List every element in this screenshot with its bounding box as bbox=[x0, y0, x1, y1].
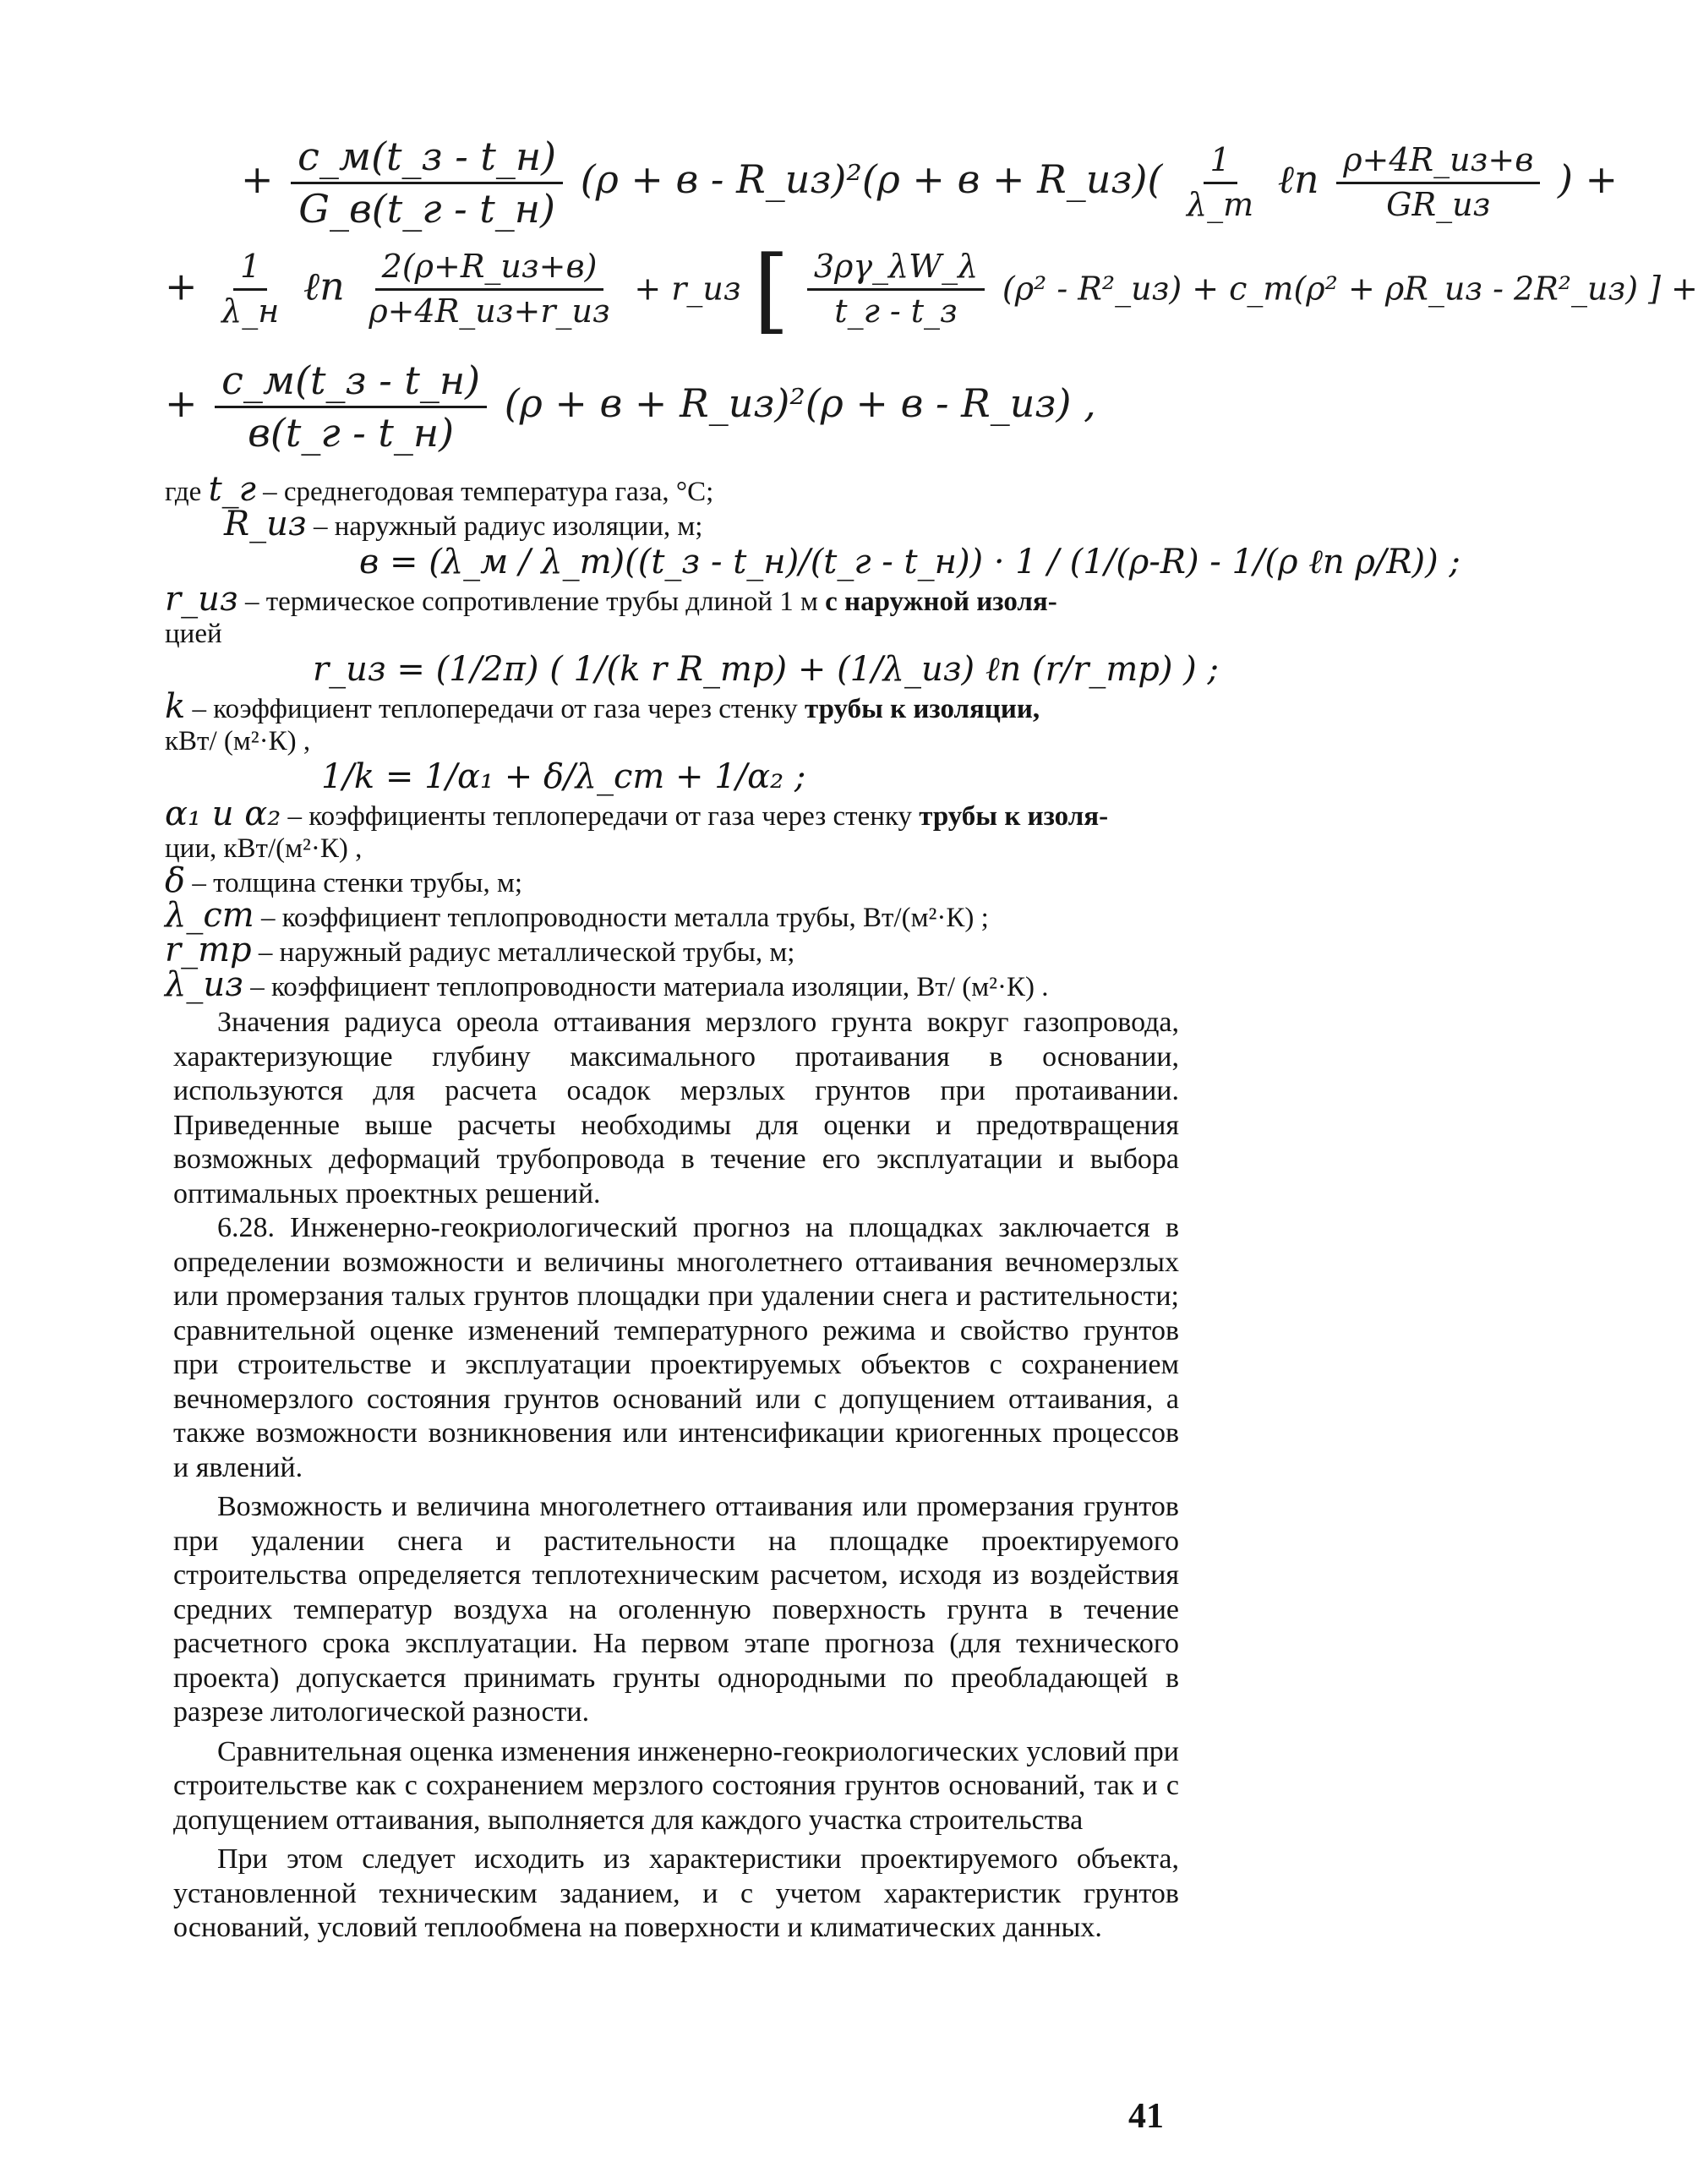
definition-k-cont: кВт/ (м²·К) , bbox=[165, 726, 311, 756]
page-number: 41 bbox=[1128, 2097, 1164, 2136]
fraction: $\frac{3\rho\gamma\_\lambda W\_\lambda}{t\_г - t\_з}$ bbox=[807, 249, 985, 330]
fraction: $\frac{c\_м(t\_з - t\_н)}{G\_в(t\_г - t\_н)}$ bbox=[291, 135, 563, 230]
formula-line-2: + $\frac{1}{\lambda\_н}$ ℓn $\frac{2(\rho+R\_из+в)}{\rho+4R\_из+r\_из}$ + r_из [ $\frac{3\rho\gamma\_\lambda W\_\lambda}{t\_г - t\_з}$ (ρ² - R²_из) + c_т(ρ² + ρR_из - 2R²_из) ] + bbox=[165, 235, 1698, 344]
paragraph: 6.28. Инженерно-геокриологический прогноз на площадках заключается в определении возможности и величины многолетнего оттаивания вечномерзлых или промерзания талых грунтов площадки при удалении снега и растительности; сравнительной оценке изменений температурного режима и свойство грунтов при строительстве и эксплуатации проектируемых объектов с сохранением вечномерзлого состояния грунтов оснований или с допущением оттаивания, а также возможности возникновения или интенсификации криогенных процессов и явлений. bbox=[173, 1212, 1179, 1483]
formula-r: r_из = (1/2π) ( 1/(k r R_тр) + (1/λ_из) ℓn (r/r_тр) ) ; bbox=[313, 650, 1219, 689]
formula-k: 1/k = 1/α₁ + δ/λ_ст + 1/α₂ ; bbox=[321, 757, 806, 796]
fraction: $\frac{2(\rho+R\_из+в)}{\rho+4R\_из+r\_из}$ bbox=[369, 248, 610, 330]
definition-delta: δ – толщина стенки трубы, м; bbox=[165, 861, 523, 900]
definition-rth: r_из – термическое сопротивление трубы длиной 1 м с наружной изоля- bbox=[165, 580, 1057, 619]
definition-k: k – коэффициент теплопередачи от газа через стенку трубы к изоляции, bbox=[165, 687, 1040, 726]
fraction: $\frac{c\_м(t\_з - t\_н)}{в(t\_г - t\_н)}$ bbox=[215, 359, 487, 454]
body-text bbox=[173, 1006, 1179, 1946]
definition-lambda-iz: λ_из – коэффициент теплопроводности материала изоляции, Вт/ (м²·К) . bbox=[165, 965, 1049, 1004]
paragraph: Возможность и величина многолетнего оттаивания или промерзания грунтов при удалении снега и растительности на площадке проектируемого строительства определяется теплотехническим расчетом, исходя из воздействия средних температур воздуха на оголенную поверхность грунта в течение расчетного срока эксплуатации. На первом этапе прогноза (для технического проекта) допускается принимать грунты однородными по преобладающей в разрезе литологической разности. bbox=[173, 1491, 1179, 1728]
definition-lambda-st: λ_ст – коэффициент теплопроводности металла трубы, Вт/(м²·К) ; bbox=[165, 896, 989, 935]
definition-riz: R_из – наружный радиус изоляции, м; bbox=[224, 505, 703, 543]
paragraph: Значения радиуса ореола оттаивания мерзлого грунта вокруг газопровода, характеризующие глубину максимального протаивания в основании, используются для расчета осадок мерзлых грунтов при протаивании. Приведенные выше расчеты необходимы для оценки и предотвращения возможных деформаций трубопровода в течение его эксплуатации и выбора оптимальных проектных решений. bbox=[173, 1007, 1179, 1209]
fraction: $\frac{1}{\lambda\_т}$ bbox=[1187, 140, 1254, 223]
paragraph: Сравнительная оценка изменения инженерно-геокриологических условий при строительстве как с сохранением мерзлого состояния грунтов оснований, так и с допущением оттаивания, выполняется для каждого участка строительства bbox=[173, 1735, 1179, 1836]
paragraph: При этом следует исходить из характеристики проектируемого объекта, установленной техническим заданием, и с учетом характеристик грунтов оснований, условий теплообмена на поверхности и климатических данных. bbox=[173, 1843, 1179, 1943]
definitions-block bbox=[165, 470, 1460, 1004]
formula-line-1: + $\frac{c\_м(t\_з - t\_н)}{G\_в(t\_г - t\_н)}$ (ρ + в - R_из)²(ρ + в + R_из)( $\frac{1}{\lambda\_т}$ ℓn $\frac{\rho+4R\_из+в}{GR\_из}$ ) + bbox=[241, 134, 1619, 232]
definition-r-tr: r_тр – наружный радиус металлической трубы, м; bbox=[165, 931, 795, 969]
definition-alpha-cont: ции, кВт/(м²·К) , bbox=[165, 833, 363, 864]
fraction: $\frac{1}{\lambda\_н}$ bbox=[221, 248, 280, 330]
left-bracket: [ bbox=[753, 235, 790, 344]
formula-b: в = (λ_м / λ_т)((t_з - t_н)/(t_г - t_н)) · 1 / (1/(ρ-R) - 1/(ρ ℓn ρ/R)) ; bbox=[359, 543, 1460, 581]
formula-line-3: + $\frac{c\_м(t\_з - t\_н)}{в(t\_г - t\_н)}$ (ρ + в + R_из)²(ρ + в - R_из) , bbox=[165, 358, 1096, 456]
definition-alpha: α₁ и α₂ – коэффициенты теплопередачи от газа через стенку трубы к изоля- bbox=[165, 794, 1109, 833]
definition-tg: где t_г – среднегодовая температура газа, °С; bbox=[165, 470, 714, 509]
definition-rth-cont: цией bbox=[165, 619, 222, 649]
fraction: $\frac{\rho+4R\_из+в}{GR\_из}$ bbox=[1336, 143, 1540, 223]
